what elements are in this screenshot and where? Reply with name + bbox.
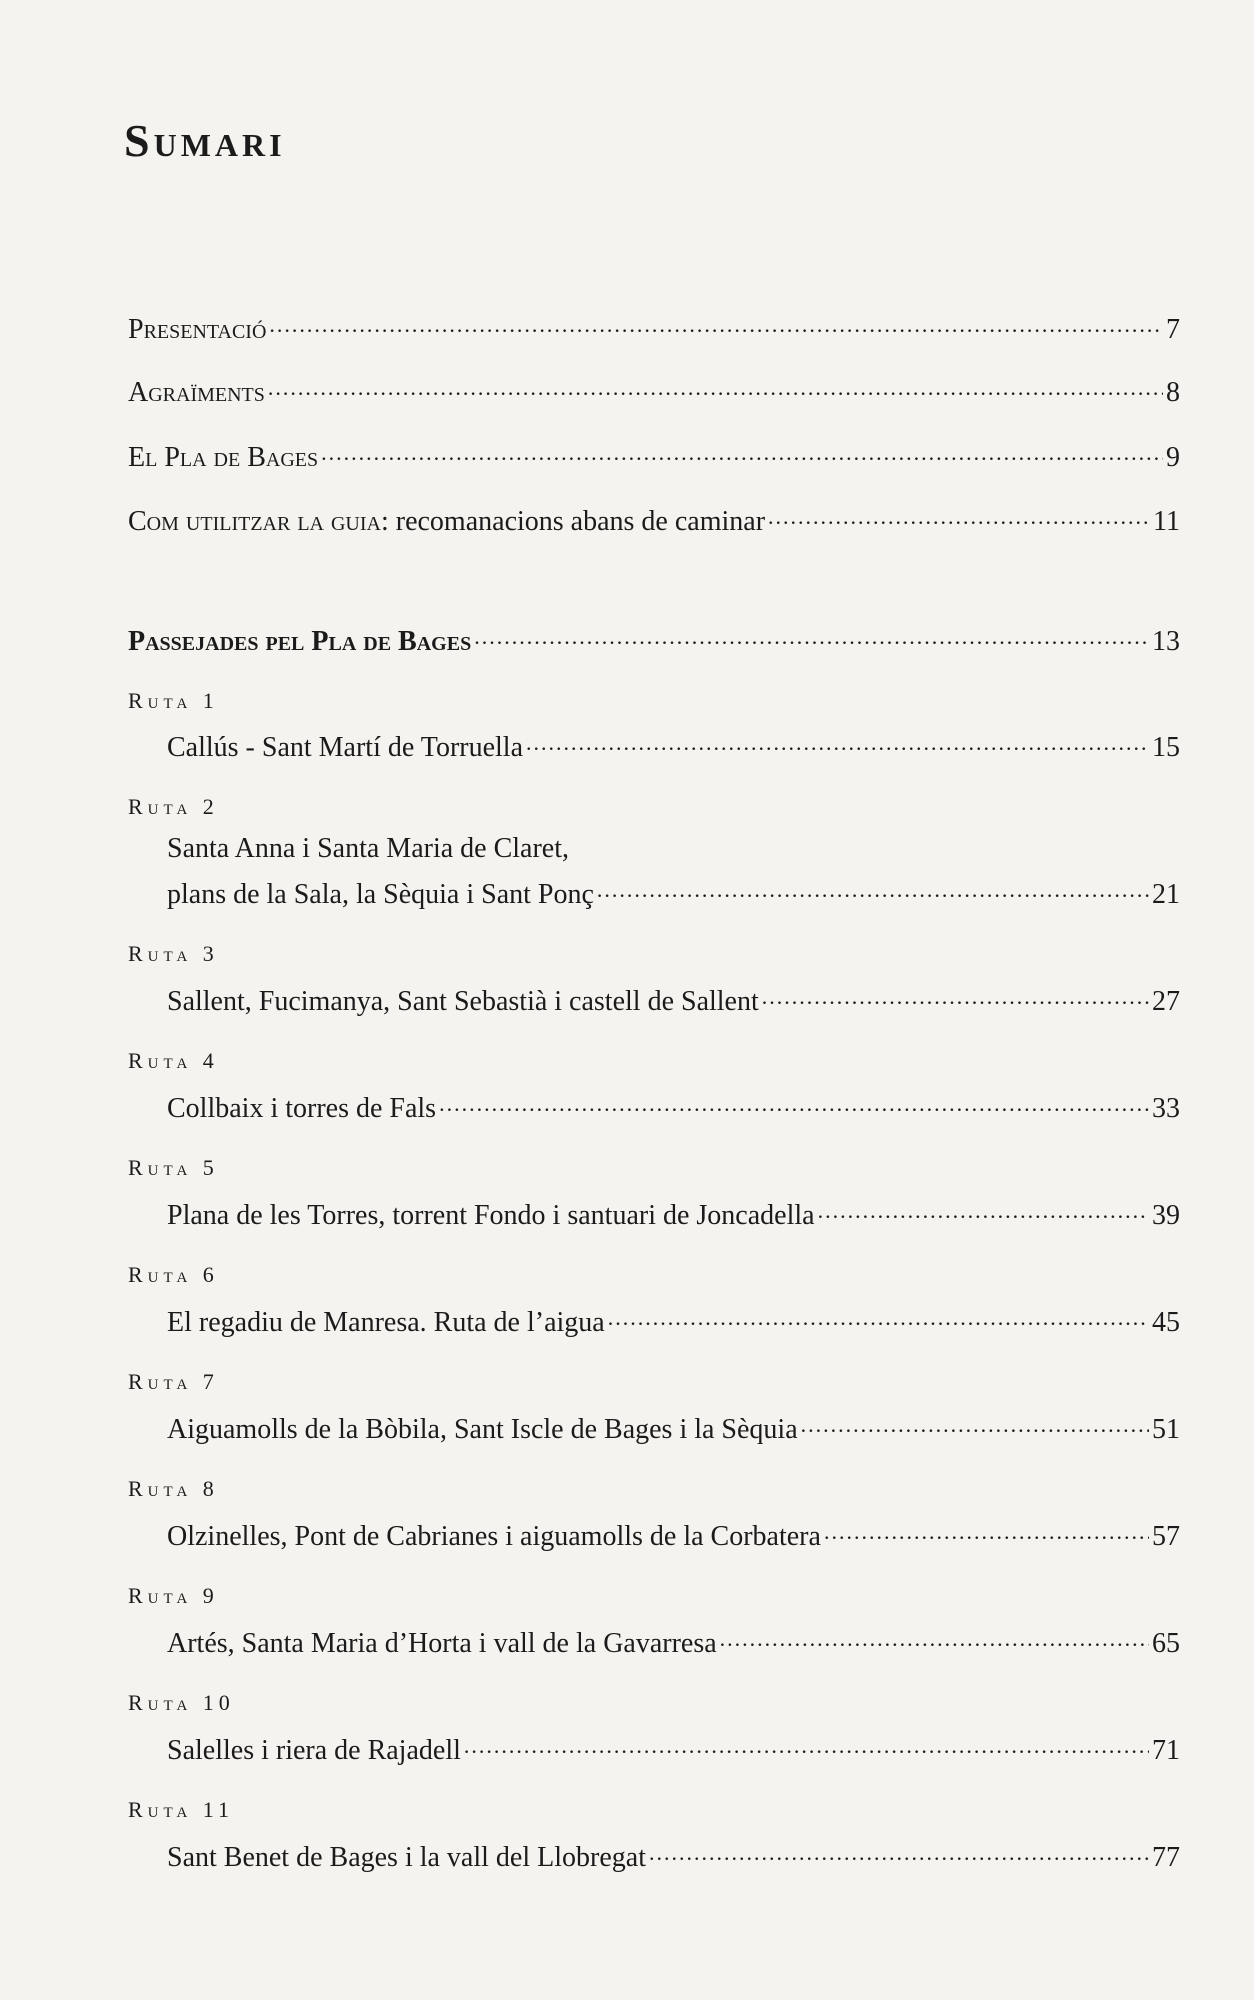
page-number: 45 [1152,1307,1180,1338]
page-number: 33 [1152,1093,1180,1124]
route-label: Ruta 11 [128,1797,234,1822]
route-title-line1: Santa Anna i Santa Maria de Claret, [167,833,569,864]
route-label: Ruta 1 [128,688,219,713]
page-number: 13 [1152,626,1180,657]
route-label: Ruta 8 [128,1476,219,1501]
leader-dots [824,1517,1149,1545]
route-entry: Callús - Sant Martí de Torruella ..... 15 [167,728,1180,762]
page-number: 65 [1152,1628,1180,1659]
leader-dots [818,1196,1149,1224]
route-entry: Plana de les Torres, torrent Fondo i santuari de Joncadella ..... 39 [167,1196,1180,1230]
page-number: 71 [1152,1735,1180,1766]
page-number: 57 [1152,1521,1180,1552]
toc-entry-agraiments: Agraïments ..... 8 [128,373,1180,407]
route-label: Ruta 3 [128,941,219,966]
leader-dots [268,373,1163,401]
route-label: Ruta 10 [128,1690,235,1715]
page-number: 7 [1166,314,1180,345]
leader-dots [720,1624,1149,1652]
route-label: Ruta 9 [128,1583,219,1608]
toc-entry-pla-de-bages: El Pla de Bages ..... 9 [128,438,1180,472]
route-label: Ruta 4 [128,1048,219,1073]
page-number: 11 [1153,506,1180,537]
leader-dots [269,310,1163,338]
route-label: Ruta 7 [128,1369,219,1394]
leader-dots [801,1410,1149,1438]
leader-dots [608,1303,1149,1331]
leader-dots [464,1731,1149,1759]
route-entry: Artés, Santa Maria d’Horta i vall de la Gavarresa ..... 65 [167,1624,1180,1658]
page-number: 51 [1152,1414,1180,1445]
leader-dots [439,1089,1149,1117]
toc-section-passejades: Passejades pel Pla de Bages ..... 13 [128,622,1180,656]
leader-dots [526,728,1149,756]
leader-dots [762,982,1149,1010]
route-entry: Collbaix i torres de Fals ..... 33 [167,1089,1180,1123]
route-entry: Sant Benet de Bages i la vall del Llobregat ..... 77 [167,1838,1180,1872]
leader-dots [321,438,1163,466]
route-label: Ruta 2 [128,794,219,819]
page-number: 8 [1166,377,1180,408]
leader-dots [597,875,1149,903]
page-number: 39 [1152,1200,1180,1231]
route-label: Ruta 6 [128,1262,219,1287]
leader-dots [768,502,1150,530]
page-number: 21 [1152,879,1180,910]
route-entry: plans de la Sala, la Sèquia i Sant Ponç ..... 21 [167,875,1180,909]
leader-dots [649,1838,1149,1866]
route-label: Ruta 5 [128,1155,219,1180]
page-number: 15 [1152,732,1180,763]
leader-dots [474,622,1149,650]
route-entry: Salelles i riera de Rajadell ..... 71 [167,1731,1180,1765]
toc-entry-com-utilitzar: Com utilitzar la guia: recomanacions abans de caminar ..... 11 [128,502,1180,536]
route-entry: Aiguamolls de la Bòbila, Sant Iscle de Bages i la Sèquia ..... 51 [167,1410,1180,1444]
page-number: 27 [1152,986,1180,1017]
page-number: 77 [1152,1842,1180,1873]
toc-entry-presentacio: Presentació ..... 7 [128,310,1180,344]
route-entry: Olzinelles, Pont de Cabrianes i aiguamolls de la Corbatera ..... 57 [167,1517,1180,1551]
page-title: Sumari [124,115,286,166]
page-number: 9 [1166,442,1180,473]
route-entry: Sallent, Fucimanya, Sant Sebastià i castell de Sallent ..... 27 [167,982,1180,1016]
route-entry: El regadiu de Manresa. Ruta de l’aigua ..... 45 [167,1303,1180,1337]
